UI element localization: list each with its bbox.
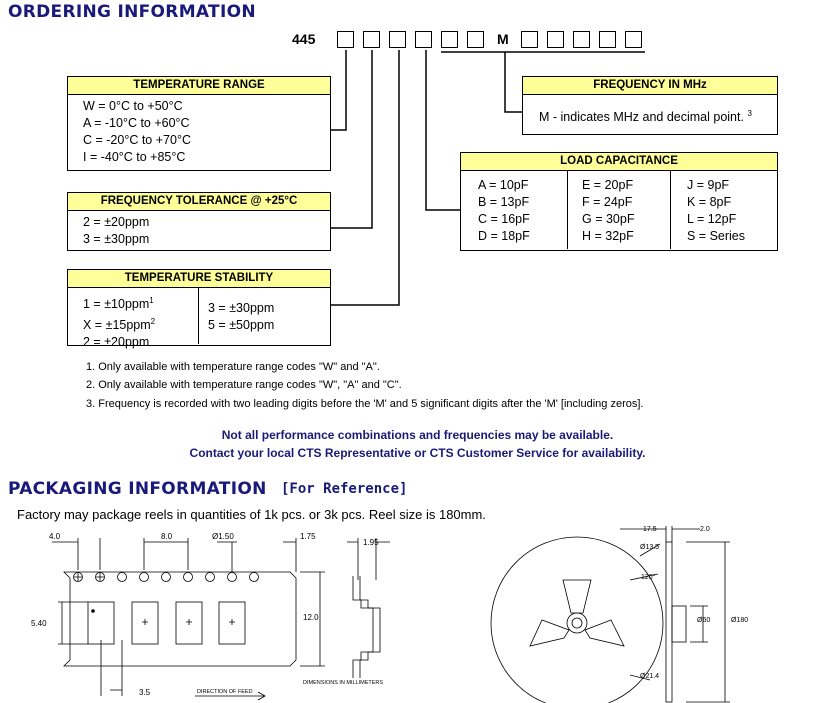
dim-17-5: 17.5 — [643, 526, 657, 533]
frequency-tolerance-box — [67, 192, 331, 251]
dim-2-0: 2.0 — [700, 526, 710, 533]
dim-8-0: 8.0 — [161, 532, 173, 541]
part-number-prefix: 445 — [292, 31, 316, 47]
temp-stab-row: 3 = ±30ppm — [208, 301, 275, 315]
temperature-range-box — [67, 76, 331, 171]
load-cap-row: L = 12pF — [687, 212, 737, 226]
temperature-stability-box — [67, 269, 331, 350]
temperature-range-header: TEMPERATURE RANGE — [68, 77, 330, 95]
load-cap-row: S = Series — [687, 229, 746, 243]
temp-stab-row: X = ±15ppm$^2$ — [83, 317, 156, 333]
dim-21-4: Ø21.4 — [640, 673, 660, 680]
tape-drawing — [0, 520, 420, 703]
dim-1-75: 1.75 — [300, 532, 316, 541]
load-cap-row: E = 20pF — [582, 178, 634, 192]
dim-3-5: 3.5 — [139, 688, 151, 697]
availability-notice-2: Contact your local CTS Representative or CTS Customer Service for availability. — [189, 446, 646, 460]
footnote-2: 2. Only available with temperature range codes "W", "A" and "C". — [86, 379, 402, 391]
load-capacitance-box — [460, 152, 778, 251]
direction-of-feed-label: DIRECTION OF FEED — [197, 689, 253, 695]
temp-stab-row: 1 = ±10ppm$^1$ — [83, 296, 154, 312]
part-number-m: M — [497, 31, 509, 47]
temp-range-row: A = -10°C to +60°C — [83, 116, 190, 130]
dim-12-0: 12.0 — [303, 613, 319, 622]
load-cap-row: C = 16pF — [478, 212, 530, 226]
dimensions-units-label: DIMENSIONS IN MILLIMETERS — [303, 680, 384, 686]
dim-60: Ø60 — [697, 617, 711, 624]
footnote-1: 1. Only available with temperature range codes "W" and "A". — [86, 361, 380, 373]
load-capacitance-header: LOAD CAPACITANCE — [461, 153, 777, 171]
temp-range-row: I = -40°C to +85°C — [83, 150, 186, 164]
load-cap-row: H = 32pF — [582, 229, 634, 243]
angle-120: 120° — [641, 574, 656, 581]
packaging-reference-note: [For Reference] — [281, 481, 408, 497]
temp-range-row: C = -20°C to +70°C — [83, 133, 191, 147]
packaging-title: PACKAGING INFORMATION — [8, 479, 267, 499]
load-cap-row: F = 24pF — [582, 195, 633, 209]
dim-180: Ø180 — [731, 617, 749, 624]
dim-4-0: 4.0 — [49, 532, 61, 541]
load-cap-row: B = 13pF — [478, 195, 530, 209]
frequency-tolerance-header: FREQUENCY TOLERANCE @ +25°C — [68, 193, 330, 211]
availability-notice-1: Not all performance combinations and frequencies may be available. — [221, 428, 614, 442]
load-cap-row: D = 18pF — [478, 229, 530, 243]
footnote-3: 3. Frequency is recorded with two leading digits before the 'M' and 5 significant digits after the 'M' [including zeros]. — [86, 398, 644, 410]
load-cap-row: A = 10pF — [478, 178, 529, 192]
dim-13-5: Ø13.5 — [640, 544, 660, 551]
freq-tol-row: 2 = ±20ppm — [83, 215, 150, 229]
load-cap-row: J = 9pF — [687, 178, 730, 192]
temperature-stability-header: TEMPERATURE STABILITY — [68, 270, 330, 288]
ordering-title: ORDERING INFORMATION — [8, 2, 256, 22]
frequency-mhz-text: M - indicates MHz and decimal point. $^3$ — [539, 109, 752, 125]
load-cap-row: G = 30pF — [582, 212, 635, 226]
dim-1-95: 1.95 — [363, 538, 379, 547]
frequency-mhz-box — [522, 76, 778, 135]
temp-stab-row: 2 = ±20ppm — [83, 335, 150, 350]
freq-tol-row: 3 = ±30ppm — [83, 232, 150, 246]
temp-stab-row: 5 = ±50ppm — [208, 318, 275, 332]
frequency-mhz-header: FREQUENCY IN MHz — [523, 77, 777, 95]
packaging-description: Factory may package reels in quantities of 1k pcs. or 3k pcs. Reel size is 180mm. — [17, 507, 486, 522]
load-cap-row: K = 8pF — [687, 195, 732, 209]
dim-5-40: 5.40 — [31, 619, 47, 628]
dim-1-50: Ø1.50 — [212, 532, 234, 541]
reel-drawing — [490, 520, 835, 703]
temp-range-row: W = 0°C to +50°C — [83, 99, 183, 113]
